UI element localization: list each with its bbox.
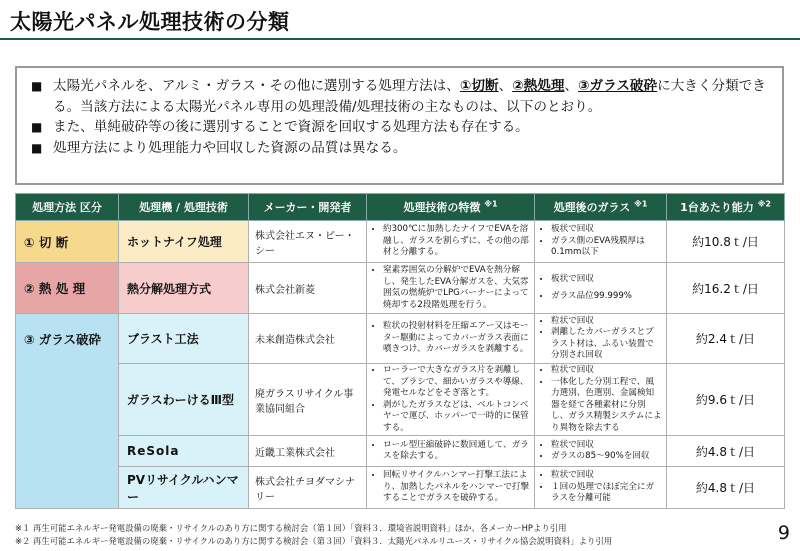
glass-cell (535, 467, 667, 509)
bullet-text: に大きく分類できる。当該方法による太陽光パネル専用の処理設備/処理技術の主なものは、以下のとおり。 (53, 78, 766, 115)
machine-name: ガラスわーけるⅢ型 (119, 364, 249, 436)
bullet-marker: ■ (31, 140, 43, 155)
machine-name: 熱分解処理方式 (119, 263, 249, 314)
capacity-value: 約9.6ｔ/日 (667, 364, 785, 436)
list-item: • ガラス品位99.999% (551, 291, 662, 303)
list-item: • ローラーで大きなガラス片を剥離して、ブラシで、細かいガラスや導線、発電セルなどをそぎ落とす。 (383, 365, 530, 400)
bullet-text: 処理方法により処理能力や回収した資源の品質は異なる。 (53, 139, 407, 156)
title-underline (0, 38, 800, 40)
footnote-ref: ※1 (484, 199, 498, 209)
features-cell (367, 364, 535, 436)
footnote-ref: ※1 (634, 199, 648, 209)
footnote-ref: ※2 (757, 199, 771, 209)
table-row (16, 436, 785, 467)
capacity-value: 約10.8ｔ/日 (667, 221, 785, 263)
glass-cell (535, 221, 667, 263)
summary-box (15, 66, 784, 185)
header-glass (535, 194, 667, 221)
table-row (16, 314, 785, 364)
list-item: • 約300℃に加熱したナイフでEVAを溶融し、ガラスを割らずに、その他の部材と分離する。 (383, 224, 530, 259)
capacity-value: 約4.8ｔ/日 (667, 467, 785, 509)
list-item: • ロール型圧縮破砕に数回通して、ガラスを除去する。 (383, 440, 530, 463)
features-cell (367, 436, 535, 467)
header-capacity (667, 194, 785, 221)
page-title: 太陽光パネル処理技術の分類 (10, 10, 290, 34)
header-machine: 処理機 / 処理技術 (119, 194, 249, 221)
list-item: • 窒素雰囲気の分解炉でEVAを熱分解し、発生したEVA分解ガスを、大気雰囲気の燃焼炉でLPGバーナーによって焼却する2段階処理を行う。 (383, 265, 530, 311)
header-capacity-label: 1台あたり能力 (680, 201, 754, 214)
features-cell (367, 467, 535, 509)
header-features (367, 194, 535, 221)
features-cell (367, 263, 535, 314)
table-row (16, 221, 785, 263)
header-category: 処理方法 区分 (16, 194, 119, 221)
machine-name: PVリサイクルハンマー (119, 467, 249, 509)
category-heat: ② 熱 処 理 (16, 263, 119, 314)
list-item: • 粒状の投射材料を圧縮エアー又はモーター駆動によってカバーガラス表面に噴きつけ、カバーガラスを剥離する。 (383, 321, 530, 356)
glass-cell (535, 364, 667, 436)
table-row (16, 364, 785, 436)
list-item: • 剥離したカバーガラスとブラスト材は、ふるい装置で分別され回収 (551, 327, 662, 362)
header-maker: メーカー・開発者 (249, 194, 367, 221)
list-item: • 一体化した分別工程で、風力選別、色選別、金属検知器を経て各種素材に分別し、ガラス精製システムにより異物を除去する (551, 377, 662, 435)
summary-bullet-1 (31, 76, 772, 117)
list-item: • ガラス側のEVA残膜厚は0.1mm以下 (551, 236, 662, 259)
capacity-value: 約16.2ｔ/日 (667, 263, 785, 314)
glass-cell (535, 314, 667, 364)
list-item: • 粒状で回収 (551, 440, 662, 452)
list-item: • 粒状で回収 (551, 316, 662, 328)
footnote-2: ※２ 再生可能エネルギー発電設備の廃棄・リサイクルのあり方に関する検討会（第３回）「資料３．太陽光パネルリユース・リサイクル協会説明資料」より引用 (15, 536, 613, 546)
glass-cell (535, 263, 667, 314)
list-item: • 剥がしたガラスなどは、ベルトコンベヤーで運び、ホッパーで一時的に保管する。 (383, 400, 530, 435)
features-cell (367, 314, 535, 364)
machine-name: ブラスト工法 (119, 314, 249, 364)
bullet-marker: ■ (31, 79, 43, 93)
capacity-value: 約2.4ｔ/日 (667, 314, 785, 364)
header-features-label: 処理技術の特徴 (403, 201, 481, 214)
maker-name: 近畿工業株式会社 (249, 436, 367, 467)
table-row (16, 467, 785, 509)
machine-name: ホットナイフ処理 (119, 221, 249, 263)
features-cell (367, 221, 535, 263)
separator: 、 (564, 78, 579, 94)
glass-cell (535, 436, 667, 467)
maker-name: 未来創造株式会社 (249, 314, 367, 364)
maker-name: 廃ガラスリサイクル事業協同組合 (249, 364, 367, 436)
bullet-text: また、単純破砕等の後に選別することで資源を回収する処理方法も存在する。 (53, 119, 529, 135)
list-item: • ガラスの85～90%を回収 (551, 451, 662, 463)
list-item: • 板状で回収 (551, 224, 662, 236)
category-cut: ① 切 断 (16, 221, 119, 263)
table-row (16, 263, 785, 314)
page-number: 9 (777, 522, 790, 544)
technology-table (15, 193, 785, 509)
separator: 、 (498, 78, 513, 94)
summary-bullet-3 (31, 138, 772, 159)
list-item: • 粒状で回収 (551, 470, 662, 482)
footnote-1: ※１ 再生可能エネルギー発電設備の廃棄・リサイクルのあり方に関する検討会（第１回）「資料３．環境省説明資料」ほか、各メーカーHPより引用 (15, 523, 567, 533)
highlight-heat: ②熱処理 (512, 78, 565, 94)
maker-name: 株式会社チヨダマシナリー (249, 467, 367, 509)
bullet-marker: ■ (31, 120, 43, 134)
bullet-text: 太陽光パネルを、アルミ・ガラス・その他に選別する処理方法は、 (53, 78, 460, 94)
list-item: • 板状で回収 (551, 274, 662, 286)
summary-bullet-2 (31, 117, 772, 138)
header-glass-label: 処理後のガラス (553, 201, 631, 214)
list-item: • 回転リサイクルハンマー打撃工法により、加熱したパネルをハンマーで打撃することでガラスを破砕する。 (383, 470, 530, 505)
machine-name: ReSola (119, 436, 249, 467)
category-crush: ③ ガラス破砕 (16, 314, 119, 509)
capacity-value: 約4.8ｔ/日 (667, 436, 785, 467)
maker-name: 株式会社新菱 (249, 263, 367, 314)
list-item: • 粒状で回収 (551, 365, 662, 377)
maker-name: 株式会社エヌ・ピー・シー (249, 221, 367, 263)
highlight-cut: ①切断 (459, 78, 499, 94)
highlight-crush: ③ガラス破砕 (578, 78, 658, 94)
list-item: • １回の処理でほぼ完全にガラスを分離可能 (551, 482, 662, 505)
table-header-row (16, 194, 785, 221)
